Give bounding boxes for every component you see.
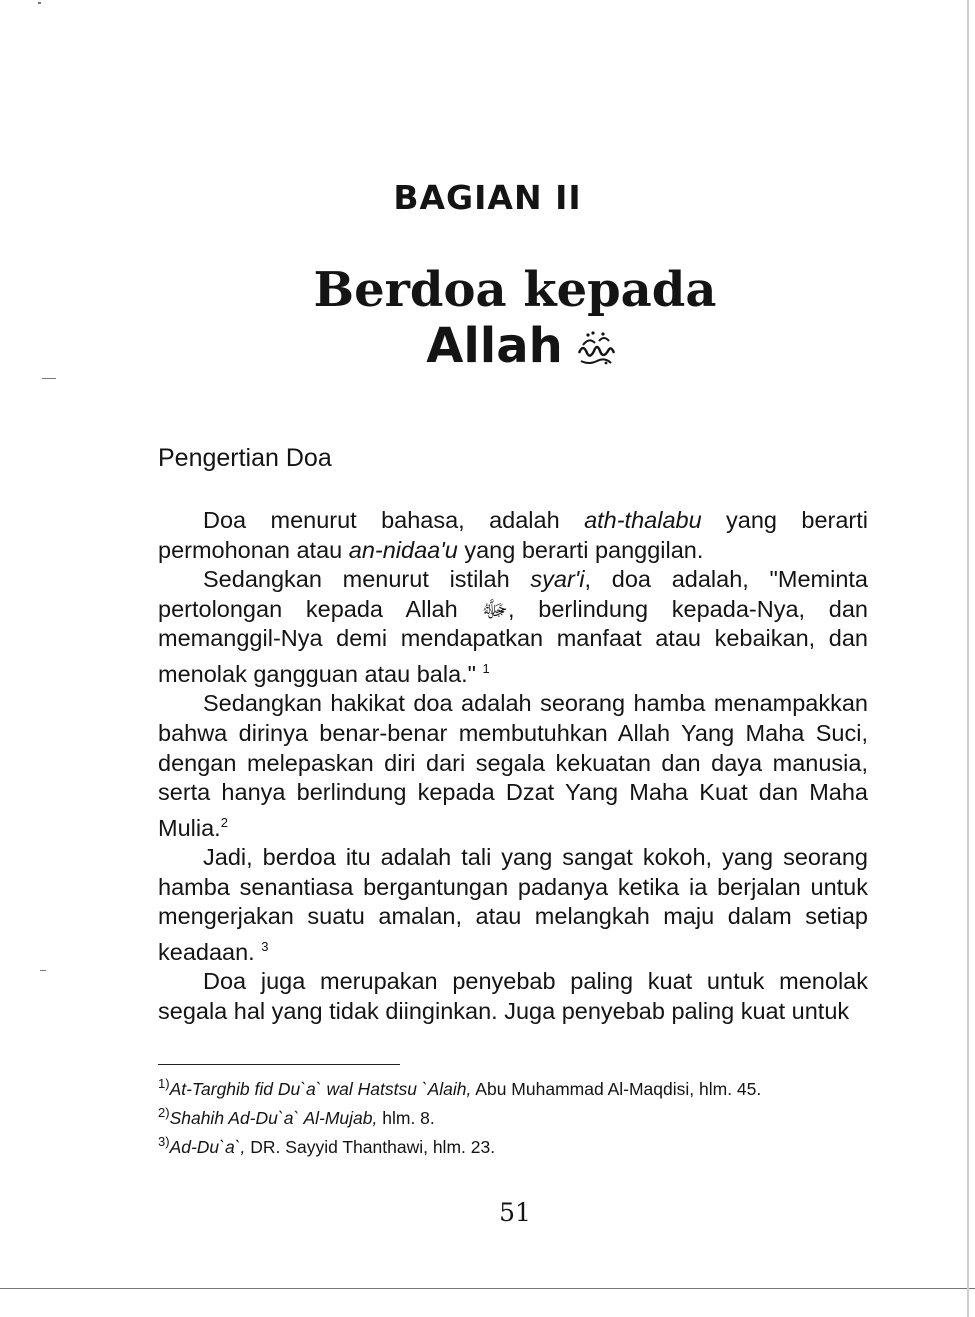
text-segment: Jadi, berdoa itu adalah tali yang sangat kokoh, yang seorang hamba senantiasa bergantungan padanya ketika ia berjalan untuk mengerjakan suatu amalan, atau melangkah maju dalam setiap keadaan. [158,844,868,965]
part-label: BAGIAN II [393,178,582,217]
text-segment: yang berarti permohonan atau [158,507,868,563]
text-segment: ﷻ [481,595,508,622]
chapter-title-line2: Allah [426,318,563,374]
footnote: $^{3)}$Ad-Du`a`, DR. Sayyid Thanthawi, hlm. 23. [158,1133,496,1157]
text-segment: Sedangkan menurut istilah [203,566,531,593]
scan-speck [42,378,56,379]
text-segment: yang berarti panggilan. [457,536,704,563]
text-segment: syar'i [530,566,585,593]
text-segment: ath-thalabu [584,507,702,533]
chapter-title-line1: Berdoa kepada [313,262,717,318]
paragraph [158,565,868,689]
scan-speck [40,970,46,971]
footnote-ref: 2 [220,814,228,830]
body-text [158,506,868,1027]
paragraph [158,506,868,565]
text-segment: an-nidaa'u [348,536,458,563]
paragraph [158,843,868,967]
text-segment: Doa menurut bahasa, adalah [203,507,585,533]
page-number: 51 [499,1198,531,1227]
text-segment: Sedangkan hakikat doa adalah seorang hamba menampakkan bahwa dirinya benar-benar membutuhkan Allah Yang Maha Suci, dengan melepaskan diri dari segala kekuatan dan daya manusia, serta hanya berlindung kepada Dzat Yang Maha Kuat dan Maha Mulia. [158,690,868,841]
text-segment: Doa juga merupakan penyebab paling kuat untuk menolak segala hal yang tidak diinginkan. Juga penyebab paling kuat untuk [158,968,868,1024]
footnote: $^{1)}$At-Targhib fid Du`a` wal Hatstsu `Alaih, Abu Muhammad Al-Maqdisi, hlm. 45. [158,1076,762,1099]
footnotes [158,1072,878,1158]
section-heading: Pengertian Doa [158,444,332,472]
text-segment: , berlindung kepada-Nya, dan memanggil-Nya demi mendapatkan manfaat atau kebaikan, dan menolak gangguan atau bala." [158,595,869,687]
footnote-divider [158,1064,400,1065]
page-bottom-edge [0,1288,975,1289]
paragraph [158,967,868,1026]
arabic-honorific-icon [573,323,619,369]
footnote: $^{2)}$Shahih Ad-Du`a` Al-Mujab, hlm. 8. [158,1104,435,1128]
footnote-ref: 1 [482,660,490,676]
scan-speck [38,2,41,4]
page-right-edge [967,0,969,1317]
text-segment: , doa adalah, "Meminta pertolongan kepada Allah [158,566,868,622]
paragraph [158,689,868,843]
footnote-ref: 3 [261,938,269,954]
chapter-title [0,262,975,374]
